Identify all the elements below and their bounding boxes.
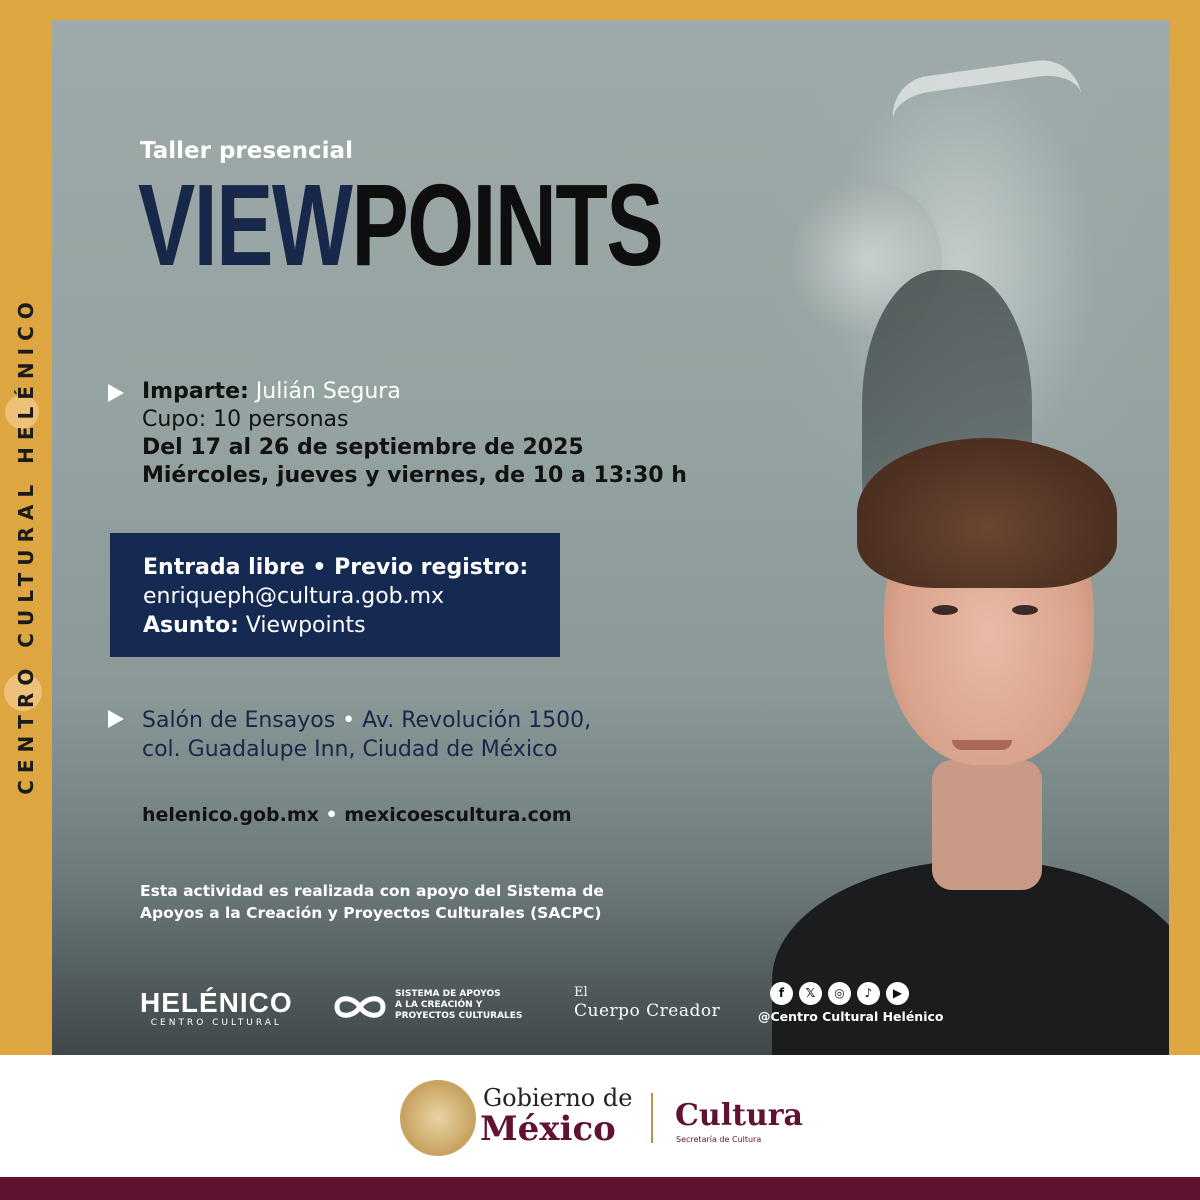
website-helenico[interactable]: helenico.gob.mx: [142, 804, 319, 826]
helenico-logo: [140, 988, 293, 1028]
instructor-eye-right: [1012, 605, 1038, 615]
cuerpo-creador-logo: [574, 986, 720, 1022]
sacpc-line-1: SISTEMA DE APOYOS: [395, 989, 501, 999]
gobierno-line-1: Gobierno de: [483, 1084, 633, 1112]
venue: Salón de Ensayos: [142, 708, 336, 733]
footer: [0, 1055, 1200, 1177]
support-note: [140, 880, 604, 924]
side-title: CENTRO CULTURAL HELÉNICO: [14, 295, 38, 795]
helenico-logo-sub: CENTRO CULTURAL: [150, 1018, 282, 1028]
capacity: Cupo: 10 personas: [142, 407, 349, 432]
tiktok-icon[interactable]: ♪: [857, 982, 880, 1005]
street: Av. Revolución 1500,: [362, 708, 592, 733]
workshop-title: [138, 160, 662, 290]
instructor-hair: [857, 438, 1117, 588]
infinity-icon: [333, 992, 387, 1022]
instructor-eye-left: [932, 605, 958, 615]
youtube-icon[interactable]: ▶: [886, 982, 909, 1005]
title-view: VIEW: [138, 160, 352, 290]
title-points: POINTS: [351, 160, 663, 290]
website-mexicoescultura[interactable]: mexicoescultura.com: [344, 804, 572, 826]
footer-divider: [651, 1093, 653, 1143]
instructor-label: Imparte:: [142, 379, 249, 404]
workshop-type: Taller presencial: [140, 138, 353, 164]
schedule: Miércoles, jueves y viernes, de 10 a 13:30 h: [142, 463, 687, 488]
bottom-bar: [0, 1177, 1200, 1200]
websites: [142, 804, 572, 826]
subject-value: Viewpoints: [238, 613, 366, 638]
dates: Del 17 al 26 de septiembre de 2025: [142, 435, 584, 460]
registration-email[interactable]: enriqueph@cultura.gob.mx: [143, 584, 445, 609]
registration-box: [110, 533, 560, 657]
subject-label: Asunto:: [143, 613, 239, 638]
website-separator: •: [318, 804, 345, 826]
cuerpo-line-1: El: [574, 985, 588, 1000]
instructor-mouth: [952, 740, 1012, 750]
coat-of-arms-icon: [400, 1080, 476, 1156]
sacpc-line-3: PROYECTOS CULTURALES: [395, 1011, 523, 1021]
support-line-1: Esta actividad es realizada con apoyo del Sistema de: [140, 882, 604, 900]
x-icon[interactable]: 𝕏: [799, 982, 822, 1005]
cultura-subtitle: Secretaría de Cultura: [676, 1135, 762, 1144]
sacpc-line-2: A LA CREACIÓN Y: [395, 1000, 483, 1010]
neighborhood: col. Guadalupe Inn, Ciudad de México: [142, 737, 558, 762]
workshop-info: [142, 378, 687, 490]
instagram-icon[interactable]: ◎: [828, 982, 851, 1005]
instructor-name: Julián Segura: [248, 379, 401, 404]
social-handle: @Centro Cultural Helénico: [758, 1009, 944, 1024]
registration-heading: Entrada libre • Previo registro:: [143, 555, 529, 580]
support-line-2: Apoyos a la Creación y Proyectos Culturales (SACPC): [140, 904, 602, 922]
location-arrow-icon: [108, 710, 124, 728]
location: [142, 706, 591, 764]
bullet-arrow-icon: [108, 384, 124, 402]
facebook-icon[interactable]: f: [770, 982, 793, 1005]
venue-separator: •: [335, 708, 363, 733]
gobierno-line-2: México: [480, 1109, 616, 1149]
side-banner: [0, 20, 52, 1055]
instructor-neck: [932, 760, 1042, 890]
cuerpo-line-2: Cuerpo Creador: [574, 1001, 721, 1021]
cultura-title: Cultura: [675, 1098, 803, 1133]
helenico-logo-text: HELÉNICO: [140, 987, 293, 1018]
